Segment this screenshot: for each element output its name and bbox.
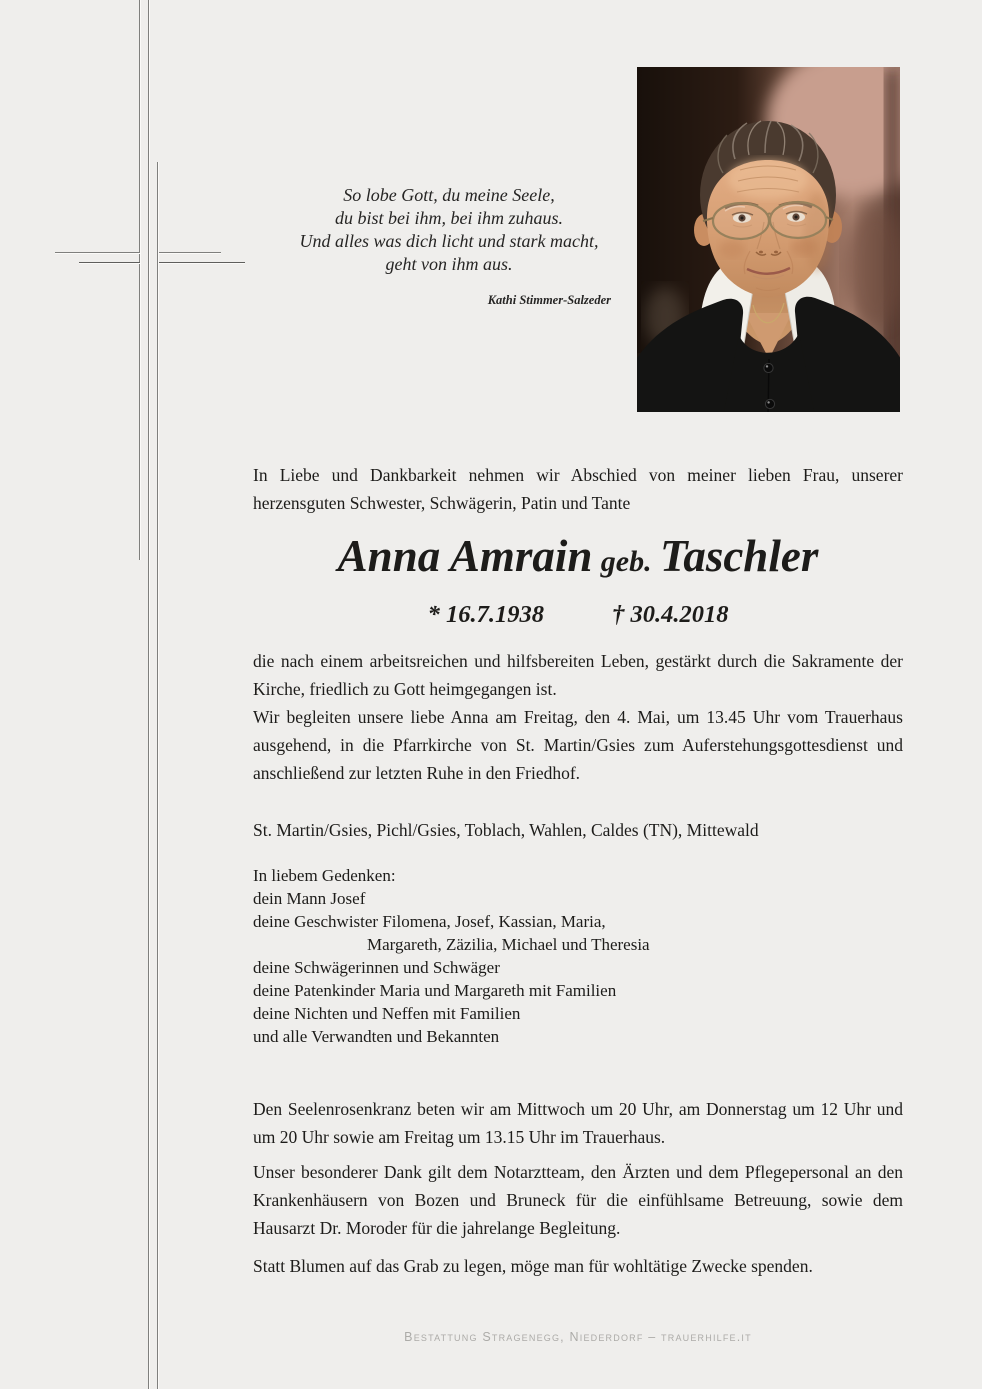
death-paragraph: die nach einem arbeitsreichen und hilfsbereiten Leben, gestärkt durch die Sakramente der Kirche, friedlich zu Gott heimgegangen ist. [253,651,903,699]
rosary-paragraph: Den Seelenrosenkranz beten wir am Mittwoch um 20 Uhr, am Donnerstag um 12 Uhr und um 20 Uhr sowie am Freitag um 13.15 Uhr im Trauerhaus. [253,1099,903,1147]
maiden-name: Taschler [659,531,819,581]
cross-vertical-line-left [139,0,141,560]
remembrance-heading: In liebem Gedenken: [253,866,396,885]
thanks-paragraph: Unser besonderer Dank gilt dem Notarztteam, den Ärzten und dem Pflegepersonal an den Krankenhäusern von Bozen und Bruneck für die einfühlsame Betreuung, sowie dem Hausarzt Dr. Moroder für die jahrelange Begleitung. [253,1162,903,1238]
deceased-name-heading [253,528,903,593]
mourner-line: deine Patenkinder Maria und Margareth mit Familien [253,981,617,1000]
cross-vertical-line-mid [148,0,150,1389]
life-dates [253,601,903,629]
footer-credit: Bestattung Stragenegg, Niederdorf – trauerhilfe.it [404,1330,752,1344]
death-date: † 30.4.2018 [612,601,729,628]
mourner-line-continuation: Margareth, Zäzilia, Michael und Theresia [367,935,650,954]
quote-line: So lobe Gott, du meine Seele, [343,185,555,205]
places-line: St. Martin/Gsies, Pichl/Gsies, Toblach, Wahlen, Caldes (TN), Mittewald [253,820,759,840]
birth-date: * 16.7.1938 [427,601,544,628]
donations-paragraph: Statt Blumen auf das Grab zu legen, möge man für wohltätige Zwecke spenden. [253,1256,813,1276]
cross-arm-upper-right [159,252,221,254]
mourner-line: deine Schwägerinnen und Schwäger [253,958,500,977]
remembrance-list [253,864,903,1048]
cross-arm-lower-left [79,262,140,264]
cross-arm-upper-left [55,252,140,254]
mourner-line: dein Mann Josef [253,889,366,908]
cross-vertical-line-right [157,162,159,1389]
mourner-line: deine Nichten und Neffen mit Familien [253,1004,521,1023]
name-infix: geb. [600,545,652,578]
portrait-illustration [637,67,900,412]
portrait-photo [637,67,900,412]
deceased-name: Anna Amrain [337,531,593,581]
quote-attribution: Kathi Stimmer-Salzeder [487,293,611,307]
memorial-quote [259,184,639,312]
mourner-line: deine Geschwister Filomena, Josef, Kassian, Maria, [253,912,606,931]
intro-paragraph: In Liebe und Dankbarkeit nehmen wir Abschied von meiner lieben Frau, unserer herzensguten Schwester, Schwägerin, Patin und Tante [253,465,903,513]
funeral-paragraph: Wir begleiten unsere liebe Anna am Freitag, den 4. Mai, um 13.45 Uhr vom Trauerhaus ausgehend, in die Pfarrkirche von St. Martin/Gsies zum Auferstehungsgottesdienst und anschließend zur letzten Ruhe in den Friedhof. [253,707,903,783]
quote-line: geht von ihm aus. [385,254,513,274]
quote-line: Und alles was dich licht und stark macht, [299,231,599,251]
mourner-line: und alle Verwandten und Bekannten [253,1027,500,1046]
quote-line: du bist bei ihm, bei ihm zuhaus. [335,208,563,228]
cross-arm-lower-right [159,262,245,264]
